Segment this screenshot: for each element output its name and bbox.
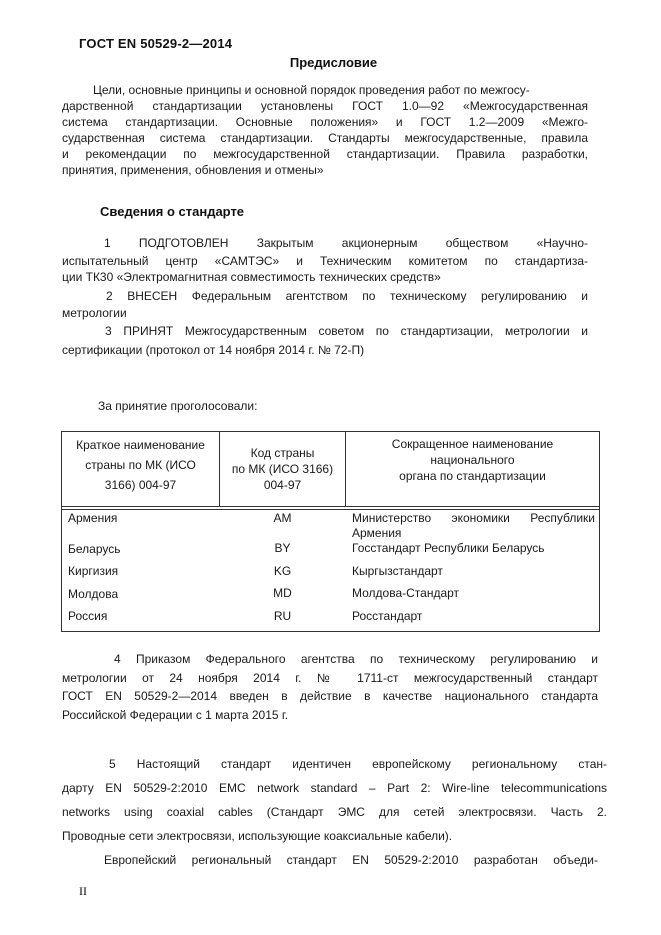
table-row-country: Беларусь xyxy=(68,542,121,556)
table-row-code: AM xyxy=(273,511,292,525)
doc-code-header: ГОСТ EN 50529-2—2014 xyxy=(79,36,233,51)
table-row-body: Госстандарт Республики Беларусь xyxy=(352,541,545,555)
item2-line-1: 2 ВНЕСЕН Федеральным агентством по техническому регулированию и xyxy=(106,289,588,303)
item5-line-2: дарту EN 50529-2:2010 EMC network standard – Part 2: Wire-line telecommunications xyxy=(62,781,607,795)
foreword-line-5: и рекомендации по межгосударственной стандартизации. Правила разработки, xyxy=(62,147,588,161)
item1-line-2: испытательный центр «САМТЭС» и Техническим комитетом по стандартиза- xyxy=(62,254,588,268)
table-row-code: RU xyxy=(273,609,292,623)
foreword-title: Предисловие xyxy=(289,55,378,70)
item4-line-2: метрологии от 24 ноября 2014 г. № 1711-ст межгосударственный стандарт xyxy=(62,671,598,685)
foreword-line-6: принятия, применения, обновления и отмены» xyxy=(62,163,324,177)
foreword-line-3: система стандартизации. Основные положения» и ГОСТ 1.2—2009 «Межго- xyxy=(62,115,588,129)
item1-line-3: ции ТК30 «Электромагнитная совместимость технических средств» xyxy=(62,270,441,284)
table-row-code: MD xyxy=(273,586,292,600)
table-row-country: Россия xyxy=(68,609,108,623)
item2-line-2: метрологии xyxy=(62,306,127,320)
table-row-body: Армения xyxy=(352,526,402,540)
foreword-line-4: сударственная система стандартизации. Стандарты межгосударственные, правила xyxy=(62,131,588,145)
item4-line-4: Российской Федерации с 1 марта 2015 г. xyxy=(62,708,289,722)
header-body: Сокращенное наименование национального органа по стандартизации xyxy=(391,437,554,483)
table-row-body: Министерство экономики Республики xyxy=(352,511,595,525)
header-country: Краткое наименование страны по МК (ИСО 3166) 004-97 xyxy=(76,438,205,492)
item4-line-3: ГОСТ EN 50529-2—2014 введен в действие в качестве национального стандарта xyxy=(62,689,598,703)
item3-line-2: сертификации (протокол от 14 ноября 2014 г. № 72-П) xyxy=(62,343,365,357)
item4-line-1: 4 Приказом Федерального агентства по техническому регулированию и xyxy=(114,652,598,666)
item5-line-5: Европейский региональный стандарт EN 50529-2:2010 разработан объеди- xyxy=(104,853,598,867)
item5-line-4: Проводные сети электросвязи, использующие коаксиальные кабели). xyxy=(62,829,453,843)
foreword-line-1: Цели, основные принципы и основной порядок проведения работ по межгосу- xyxy=(93,83,530,97)
header-code: Код страны по МК (ИСО 3166) 004-97 xyxy=(231,446,334,492)
table-row-country: Армения xyxy=(68,511,118,525)
table-row-body: Кыргызстандарт xyxy=(352,564,443,578)
table-row-body: Молдова-Стандарт xyxy=(352,586,460,600)
table-row-body: Росстандарт xyxy=(352,609,423,623)
table-row-code: BY xyxy=(274,541,291,555)
foreword-line-2: дарственной стандартизации установлены ГОСТ 1.0—92 «Межгосударственная xyxy=(62,99,588,113)
item3-line-1: 3 ПРИНЯТ Межгосударственным советом по стандартизации, метрологии и xyxy=(105,324,588,338)
table-row-country: Молдова xyxy=(68,587,119,601)
page-number: II xyxy=(79,884,87,898)
table-row-code: KG xyxy=(273,564,292,578)
member-states-table xyxy=(61,431,600,632)
table-row-country: Киргизия xyxy=(68,564,119,578)
item5-line-1: 5 Настоящий стандарт идентичен европейскому региональному стан- xyxy=(109,757,607,771)
voted-label: За принятие проголосовали: xyxy=(98,399,258,413)
standard-info-heading: Сведения о стандарте xyxy=(100,204,245,219)
item1-line-1: 1 ПОДГОТОВЛЕН Закрытым акционерным обществом «Научно- xyxy=(104,236,588,250)
item5-line-3: networks using coaxial cables (Стандарт ЭМС для сетей электросвязи. Часть 2. xyxy=(62,805,607,819)
